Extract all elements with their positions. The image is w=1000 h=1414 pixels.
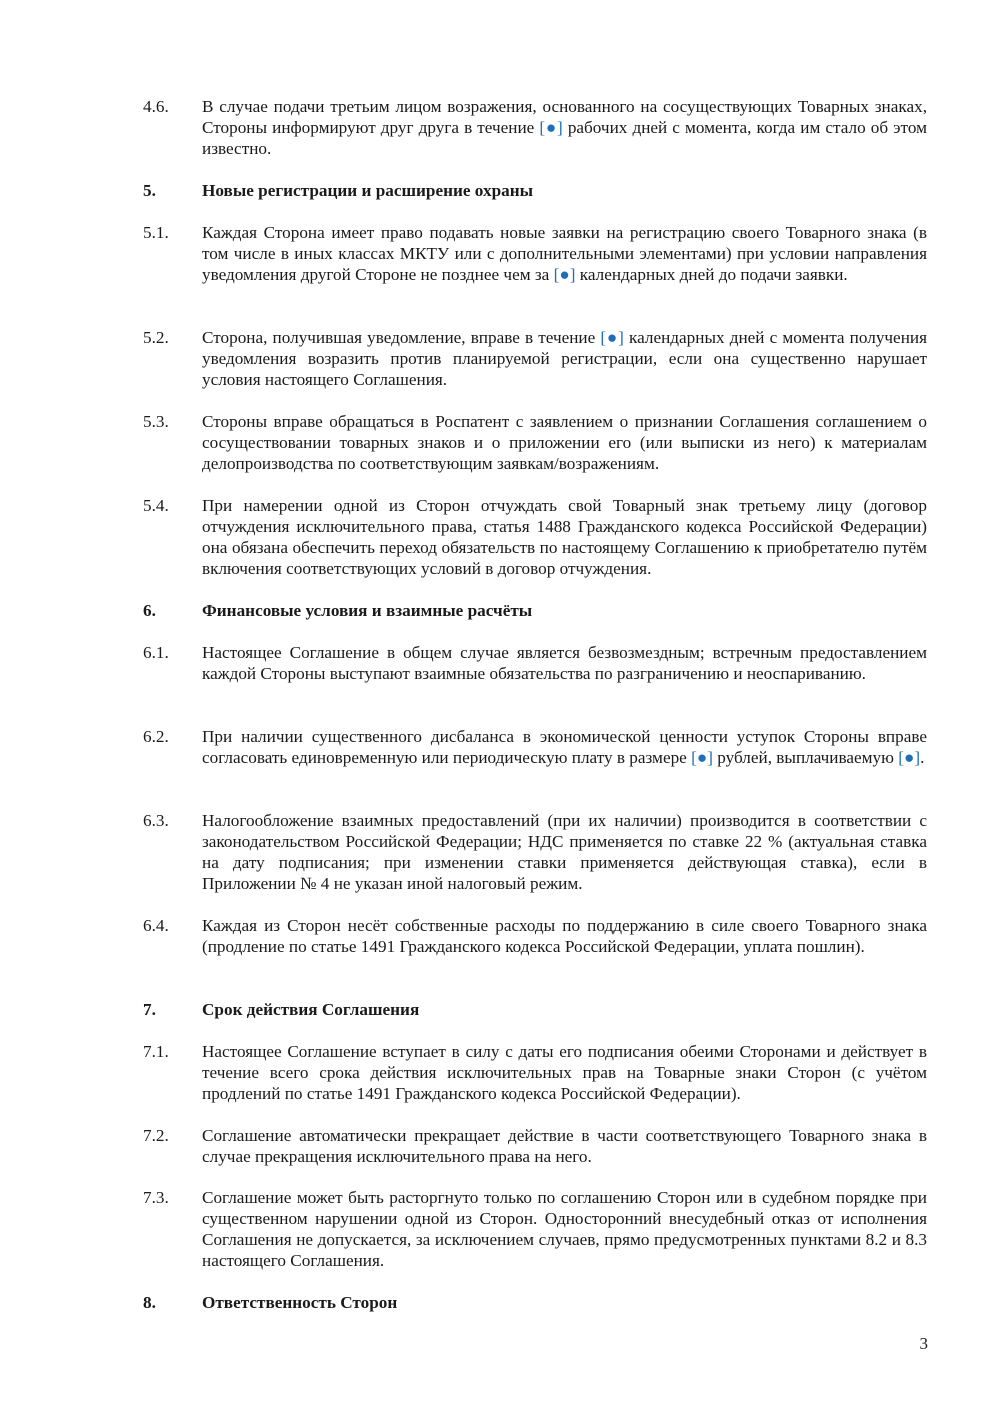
section-title: Срок действия Соглашения [202,1000,420,1019]
clause-text: Сторона, получившая уведомление, вправе в течение [●] календарных дней с момента получения уведомления возразить против планируемой регистрации, если она существенно нарушает условия настоящего Соглашения. [202,328,927,389]
section-6-heading [143,600,927,621]
clause-4-6 [143,96,927,159]
placeholder-marker: [●] [898,748,921,767]
clause-text: При наличии существенного дисбаланса в экономической ценности уступок Стороны вправе согласовать единовременную или периодическую плату в размере [●] рублей, выплачиваемую [●]. [202,727,927,767]
clause-5-1 [143,222,927,285]
clause-text: В случае подачи третьим лицом возражения, основанного на сосуществующих Товарных знаках, Стороны информируют друг друга в течение [●] рабочих дней с момента, когда им стало об этом известно. [202,97,927,158]
clause-number: 6.2. [143,727,169,746]
clause-number: 4.6. [143,97,169,116]
clause-text: Каждая из Сторон несёт собственные расходы по поддержанию в силе своего Товарного знака (продление по статье 1491 Гражданского кодекса Российской Федерации, уплата пошлин). [202,916,927,956]
clause-text: При намерении одной из Сторон отчуждать свой Товарный знак третьему лицу (договор отчуждения исключительного права, статья 1488 Гражданского кодекса Российской Федерации) она обязана обеспечить переход обязательств по настоящему Соглашению к приобретателю путём включения соответствующих условий в договор отчуждения. [202,496,927,578]
clause-number: 7.2. [143,1126,169,1145]
section-number: 7. [143,1000,156,1019]
clause-5-2 [143,327,927,390]
clause-number: 5.2. [143,328,169,347]
section-5-heading [143,180,927,201]
clause-number: 6.1. [143,643,169,662]
page-number: 3 [919,1334,928,1353]
clause-5-3 [143,411,927,474]
clause-7-3 [143,1187,927,1271]
placeholder-marker: [●] [600,328,624,347]
clause-text: Соглашение автоматически прекращает действие в части соответствующего Товарного знака в случае прекращения исключительного права на него. [202,1126,927,1166]
section-number: 5. [143,181,156,200]
clause-7-1 [143,1041,927,1104]
section-title: Новые регистрации и расширение охраны [202,181,534,200]
clause-text: Настоящее Соглашение вступает в силу с даты его подписания обеими Сторонами и действует в течение всего срока действия исключительных прав на Товарные знаки Сторон (с учётом продлений по статье 1491 Гражданского кодекса Российской Федерации). [202,1042,927,1103]
placeholder-marker: [●] [691,748,713,767]
section-8-heading [143,1292,927,1313]
clause-6-1 [143,642,927,684]
clause-6-2 [143,726,927,768]
section-title: Финансовые условия и взаимные расчёты [202,601,533,620]
section-number: 8. [143,1293,156,1312]
clause-text: Налогообложение взаимных предоставлений (при их наличии) производится в соответствии с законодательством Российской Федерации; НДС применяется по ставке 22 % (актуальная ставка на дату подписания; при изменении ставки применяется действующая ставка), если в Приложении № 4 не указан иной налоговый режим. [202,811,927,893]
section-number: 6. [143,601,156,620]
clause-5-4 [143,495,927,579]
clause-text: Настоящее Соглашение в общем случае является безвозмездным; встречным предоставлением каждой Стороны выступают взаимные обязательства по разграничению и неоспариванию. [202,643,927,683]
clause-number: 6.3. [143,811,169,830]
clause-number: 7.1. [143,1042,169,1061]
clause-6-4 [143,915,927,957]
clause-number: 6.4. [143,916,169,935]
clause-number: 5.3. [143,412,169,431]
clause-6-3 [143,810,927,894]
clause-text: Каждая Сторона имеет право подавать новые заявки на регистрацию своего Товарного знака (в том числе в иных классах МКТУ или с дополнительными элементами) при условии направления уведомления другой Стороне не позднее чем за [●] календарных дней до подачи заявки. [202,223,927,284]
section-title: Ответственность Сторон [202,1293,398,1312]
clause-7-2 [143,1125,927,1167]
clause-number: 7.3. [143,1188,169,1207]
clause-text: Стороны вправе обращаться в Роспатент с заявлением о признании Соглашения соглашением о сосуществовании товарных знаков и о приложении его (или выписки из него) к материалам делопроизводства по соответствующим заявкам/возражениям. [202,412,927,473]
clause-number: 5.4. [143,496,169,515]
section-7-heading [143,999,927,1020]
clause-text: Соглашение может быть расторгнуто только по соглашению Сторон или в судебном порядке при существенном нарушении одной из Сторон. Односторонний внесудебный отказ от исполнения Соглашения не допускается, за исключением случаев, прямо предусмотренных пунктами 8.2 и 8.3 настоящего Соглашения. [202,1188,927,1270]
placeholder-marker: [●] [539,118,563,137]
placeholder-marker: [●] [553,265,576,284]
clause-number: 5.1. [143,223,169,242]
